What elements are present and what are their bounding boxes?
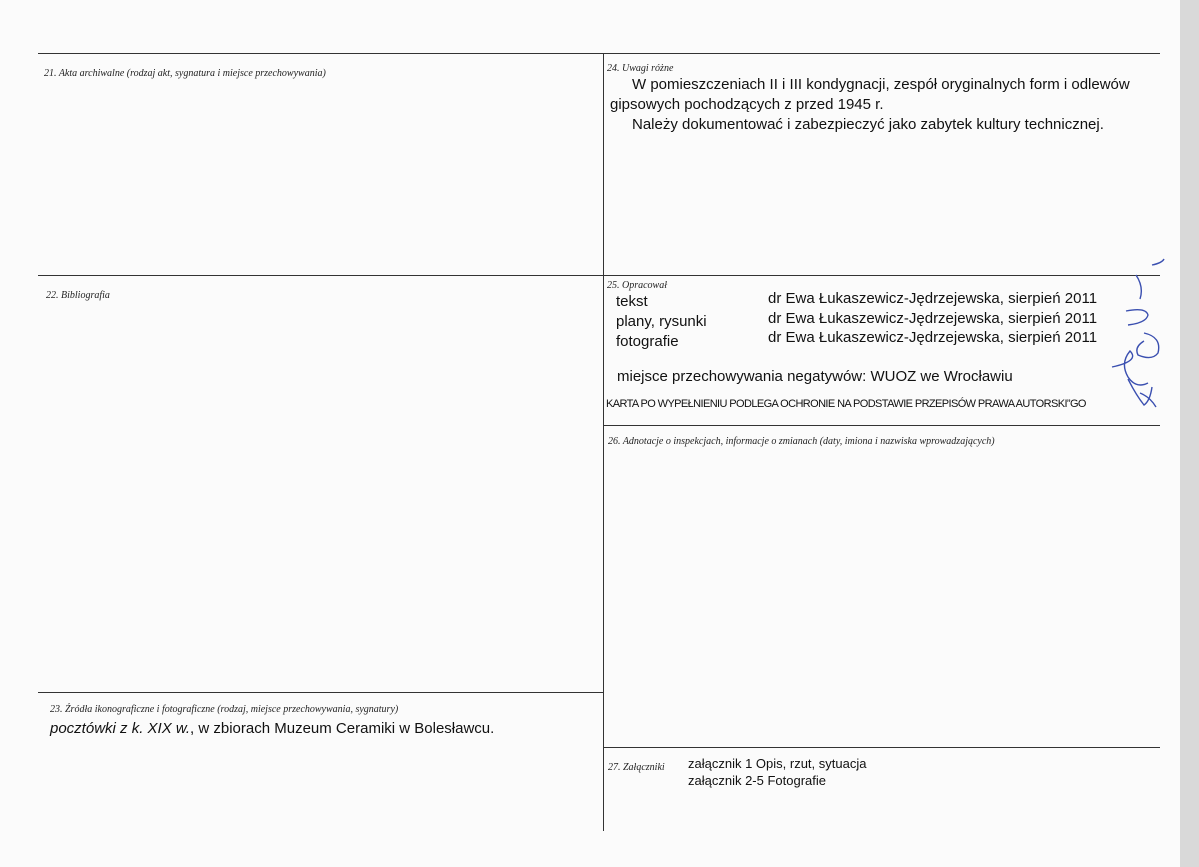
rule-right-27: [604, 747, 1160, 748]
section-22-label: 22. Bibliografia: [46, 290, 110, 301]
middle-rule: [38, 275, 1160, 276]
section-24-label: 24. Uwagi różne: [607, 63, 674, 74]
author-row-role: fotografie: [616, 333, 679, 350]
signature-mark: [1100, 255, 1170, 415]
section-26-label: 26. Adnotacje o inspekcjach, informacje o zmianach (daty, imiona i nazwiska wprowadzających): [608, 436, 995, 447]
section-23-label: 23. Źródła ikonograficzne i fotograficzne (rodzaj, miejsce przechowywania, sygnatury): [50, 704, 399, 715]
section-24-line-3: Należy dokumentować i zabezpieczyć jako zabytek kultury technicznej.: [632, 116, 1104, 133]
author-row-name: dr Ewa Łukaszewicz-Jędrzejewska, sierpień 2011: [768, 329, 1098, 346]
rule-right-26: [604, 425, 1160, 426]
author-row-role: plany, rysunki: [616, 313, 707, 330]
top-rule: [38, 53, 1160, 54]
negatives-location: miejsce przechowywania negatywów: WUOZ we Wrocławiu: [617, 368, 1013, 385]
attachment-item: załącznik 1 Opis, rzut, sytuacja: [688, 756, 867, 771]
center-divider: [603, 53, 604, 831]
section-23-text: [50, 720, 494, 737]
author-row-name: dr Ewa Łukaszewicz-Jędrzejewska, sierpień 2011: [768, 310, 1098, 327]
copyright-notice: KARTA PO WYPEŁNIENIU PODLEGA OCHRONIE NA PODSTAWIE PRZEPISÓW PRAWA AUTORSKI”GO: [606, 398, 1086, 410]
section-23-text-italic: pocztówki z k. XIX w.: [50, 720, 191, 737]
author-row-role: tekst: [616, 293, 648, 310]
section-24-line-2: gipsowych pochodzących z przed 1945 r.: [610, 96, 884, 113]
section-23-text-rest: , w zbiorach Muzeum Ceramiki w Bolesławcu.: [190, 720, 495, 737]
section-27-label: 27. Załączniki: [608, 762, 665, 773]
author-row-name: dr Ewa Łukaszewicz-Jędrzejewska, sierpień 2011: [768, 290, 1098, 307]
section-25-label: 25. Opracował: [607, 280, 667, 291]
attachment-item: załącznik 2-5 Fotografie: [688, 773, 827, 788]
section-21-label: 21. Akta archiwalne (rodzaj akt, sygnatura i miejsce przechowywania): [44, 68, 326, 79]
section-24-line-1: W pomieszczeniach II i III kondygnacji, zespół oryginalnych form i odlewów: [632, 76, 1130, 93]
rule-left-bottom: [38, 692, 604, 693]
